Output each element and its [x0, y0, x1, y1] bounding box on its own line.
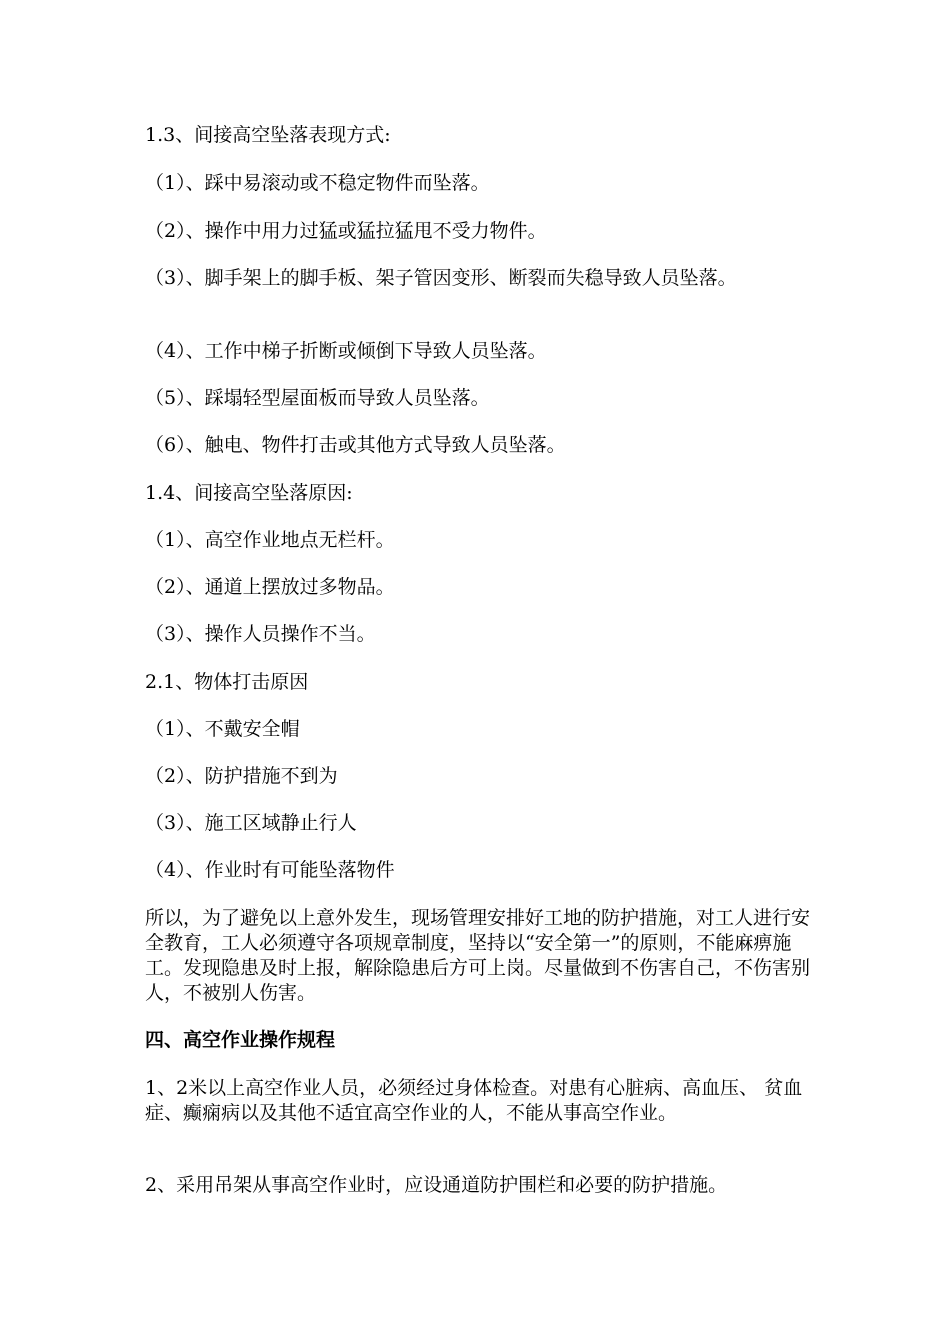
- list-item: （1）、不戴安全帽: [145, 718, 300, 740]
- list-item: （1）、高空作业地点无栏杆。: [145, 529, 395, 551]
- list-item: （2）、防护措施不到为: [145, 765, 338, 787]
- list-item: （3）、操作人员操作不当。: [145, 623, 376, 645]
- rule-paragraph: 2、采用吊架从事高空作业时，应设通道防护围栏和必要的防护措施。: [145, 1174, 728, 1196]
- list-item: （3）、脚手架上的脚手板、架子管因变形、断裂而失稳导致人员坠落。: [145, 267, 737, 289]
- rule-paragraph: 1、2米以上高空作业人员，必须经过身体检查。对患有心脏病、高血压、 贫血症、癫痫病以及其他不适宜高空作业的人，不能从事高空作业。: [145, 1077, 803, 1124]
- list-item: （1）、踩中易滚动或不稳定物件而坠落。: [145, 172, 490, 194]
- list-item: （2）、操作中用力过猛或猛拉猛甩不受力物件。: [145, 220, 547, 242]
- list-item: （2）、通道上摆放过多物品。: [145, 576, 395, 598]
- list-item: （3）、施工区域静止行人: [145, 812, 357, 834]
- subsection-title-2-1: 2.1、物体打击原因: [145, 671, 309, 693]
- list-item: （4）、作业时有可能坠落物件: [145, 859, 395, 881]
- list-item: （6）、触电、物件打击或其他方式导致人员坠落。: [145, 434, 566, 456]
- subsection-title-1-3: 1.3、间接高空坠落表现方式:: [145, 124, 391, 146]
- subsection-title-1-4: 1.4、间接高空坠落原因:: [145, 482, 353, 504]
- summary-paragraph: 所以，为了避免以上意外发生，现场管理安排好工地的防护措施，对工人进行安全教育，工人必须遵守各项规章制度，坚持以“安全第一”的原则，不能麻痹施工。发现隐患及时上报，解除隐患后方可上岗。尽量做到不伤害自己，不伤害别人，不被别人伤害。: [145, 907, 811, 1004]
- list-item: （5）、踩塌轻型屋面板而导致人员坠落。: [145, 387, 490, 409]
- list-item: （4）、工作中梯子折断或倾倒下导致人员坠落。: [145, 340, 547, 362]
- section-heading: 四、高空作业操作规程: [145, 1029, 336, 1051]
